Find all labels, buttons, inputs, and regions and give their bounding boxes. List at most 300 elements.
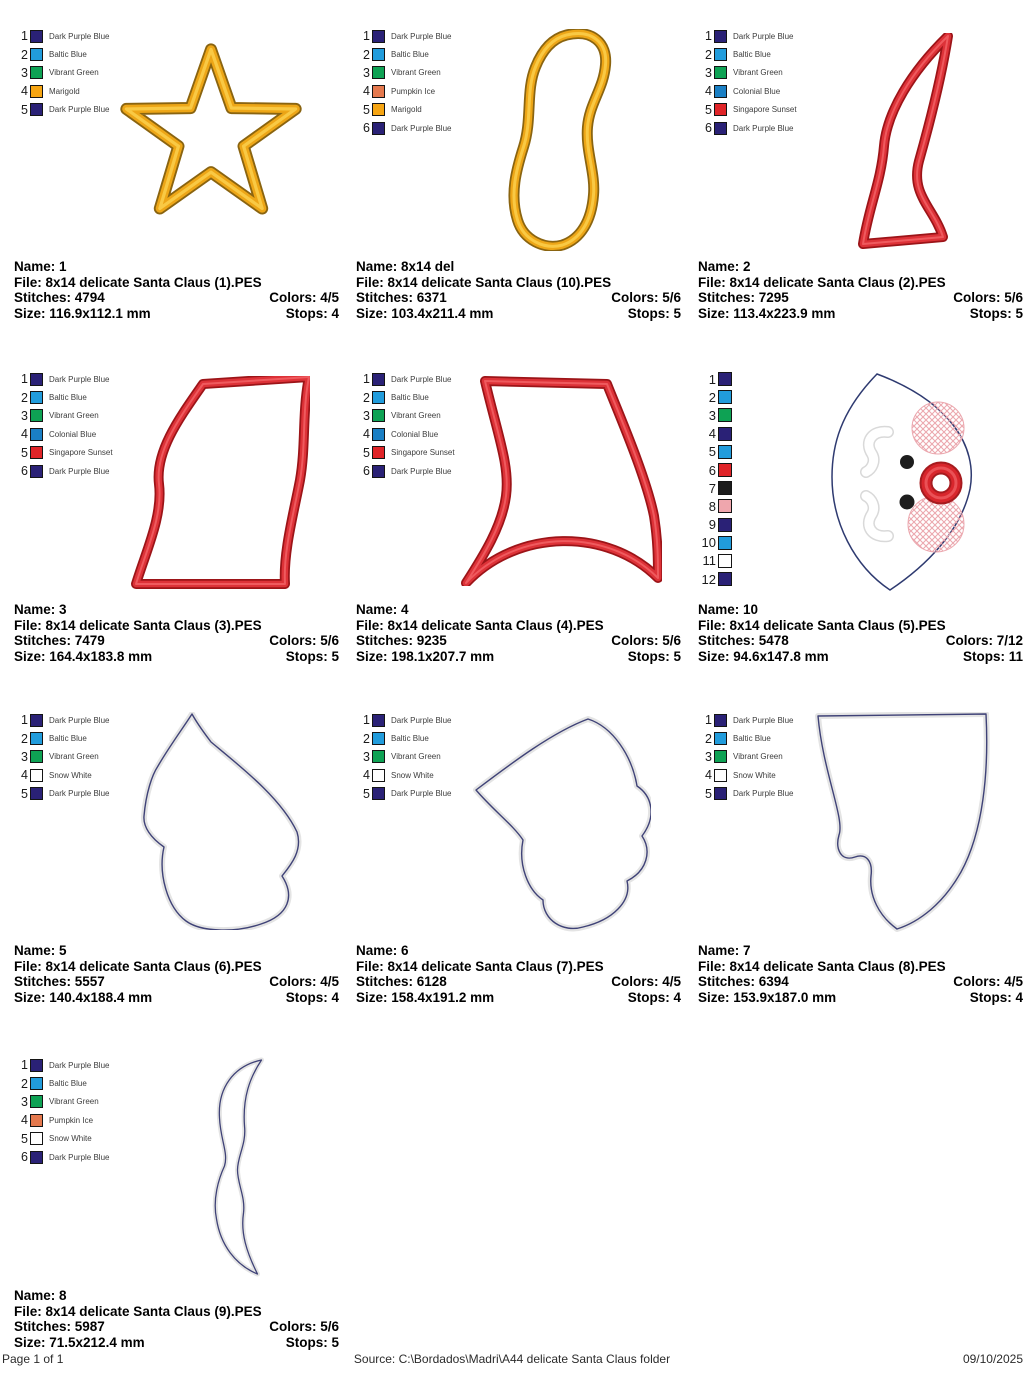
- design-size: Size: 164.4x183.8 mm: [14, 648, 153, 664]
- design-info: [698, 943, 1023, 1005]
- legend-color-name: Dark Purple Blue: [733, 123, 794, 133]
- legend-item: [698, 425, 732, 443]
- legend-color-swatch: [718, 518, 732, 532]
- design-stitches: Stitches: 7295: [698, 290, 789, 306]
- design-stops: Stops: 4: [285, 305, 339, 321]
- legend-color-swatch: [718, 463, 732, 477]
- legend-color-name: Dark Purple Blue: [391, 31, 452, 41]
- design-info: [356, 602, 681, 664]
- legend-color-name: Dark Purple Blue: [733, 715, 794, 725]
- legend-number: 3: [21, 749, 28, 764]
- bean-design-preview: [504, 29, 618, 251]
- design-card-7: [14, 711, 339, 1031]
- legend-number: 6: [21, 464, 28, 479]
- legend-item: [698, 27, 797, 45]
- legend-item: [14, 27, 109, 45]
- comma-design-preview: [812, 712, 990, 932]
- legend-item: [698, 729, 793, 747]
- legend-color-name: Dark Purple Blue: [49, 374, 110, 384]
- legend-color-swatch: [30, 48, 43, 61]
- cloud-design-preview: [473, 716, 651, 932]
- design-stitches: Stitches: 6128: [356, 974, 447, 990]
- legend-color-name: Snow White: [391, 770, 434, 780]
- legend-item: [356, 101, 451, 119]
- legend-color-name: Pumpkin Ice: [49, 1115, 94, 1125]
- legend-number: 1: [21, 29, 28, 44]
- legend-color-swatch: [30, 446, 43, 459]
- legend-number: 2: [21, 1076, 28, 1091]
- legend-color-swatch: [30, 373, 43, 386]
- legend-number: 3: [363, 65, 370, 80]
- design-colors: Colors: 4/5: [953, 974, 1023, 990]
- design-name: Name: 7: [698, 943, 751, 958]
- legend-item: [698, 766, 793, 784]
- legend-color-swatch: [714, 122, 727, 135]
- legend-item: [14, 748, 109, 766]
- legend-item: [698, 406, 732, 424]
- legend-item: [14, 1130, 109, 1148]
- legend-item: [356, 82, 451, 100]
- legend-number: 5: [705, 102, 712, 117]
- legend-number: 4: [363, 84, 370, 99]
- legend-number: 2: [708, 389, 716, 405]
- cheek-top: [912, 402, 964, 454]
- print-date: 09/10/2025: [962, 1352, 1023, 1366]
- legend-item: [698, 82, 797, 100]
- legend-color-name: Colonial Blue: [391, 429, 439, 439]
- design-size: Size: 153.9x187.0 mm: [698, 989, 837, 1005]
- legend-number: 2: [363, 731, 370, 746]
- design-stops: Stops: 5: [969, 305, 1023, 321]
- design-size: Size: 158.4x191.2 mm: [356, 989, 495, 1005]
- legend-color-name: Vibrant Green: [391, 68, 441, 78]
- legend-color-name: Dark Purple Blue: [49, 715, 110, 725]
- design-stitches: Stitches: 5987: [14, 1319, 105, 1335]
- legend-color-name: Marigold: [49, 86, 80, 96]
- design-file: File: 8x14 delicate Santa Claus (5).PES: [698, 617, 946, 633]
- legend-color-name: Baltic Blue: [391, 393, 429, 403]
- legend-item: [698, 748, 793, 766]
- legend-color-swatch: [372, 103, 385, 116]
- legend-color-swatch: [372, 409, 385, 422]
- eye-bottom: [900, 495, 915, 510]
- legend-item: [356, 388, 455, 406]
- design-file: File: 8x14 delicate Santa Claus (3).PES: [14, 617, 262, 633]
- legend-number: 1: [21, 713, 28, 728]
- legend-color-name: Dark Purple Blue: [49, 105, 110, 115]
- legend-color-name: Vibrant Green: [49, 411, 99, 421]
- design-stops: Stops: 5: [285, 648, 339, 664]
- legend-number: 4: [21, 427, 28, 442]
- legend-item: [698, 516, 732, 534]
- legend-number: 4: [21, 768, 28, 783]
- design-size: Size: 94.6x147.8 mm: [698, 648, 829, 664]
- legend-item: [14, 444, 113, 462]
- design-file: File: 8x14 delicate Santa Claus (7).PES: [356, 958, 604, 974]
- design-info: [698, 259, 1023, 321]
- legend-item: [356, 27, 451, 45]
- legend-color-swatch: [30, 1059, 43, 1072]
- design-card-2: [356, 27, 681, 347]
- legend-color-name: Vibrant Green: [733, 752, 783, 762]
- legend-color-name: Dark Purple Blue: [49, 789, 110, 799]
- legend-color-name: Marigold: [391, 105, 422, 115]
- legend-item: [698, 119, 797, 137]
- legend-item: [698, 101, 797, 119]
- legend-color-swatch: [372, 66, 385, 79]
- legend-number: 10: [701, 535, 716, 551]
- design-colors: Colors: 5/6: [269, 1319, 339, 1335]
- legend-number: 3: [705, 749, 712, 764]
- legend-number: 2: [705, 47, 712, 62]
- sail-design-preview: [458, 376, 662, 586]
- legend-color-swatch: [718, 572, 732, 586]
- legend-color-name: Dark Purple Blue: [391, 466, 452, 476]
- design-stitches: Stitches: 9235: [356, 633, 447, 649]
- legend-number: 5: [21, 786, 28, 801]
- legend-color-swatch: [30, 750, 43, 763]
- thread-color-legend: [14, 1056, 109, 1166]
- legend-item: [698, 479, 732, 497]
- design-file: File: 8x14 delicate Santa Claus (1).PES: [14, 274, 262, 290]
- legend-number: 6: [705, 121, 712, 136]
- legend-item: [14, 101, 109, 119]
- legend-color-name: Pumpkin Ice: [391, 86, 436, 96]
- legend-color-swatch: [718, 536, 732, 550]
- legend-color-name: Vibrant Green: [733, 68, 783, 78]
- thread-color-legend: [698, 370, 732, 588]
- legend-item: [14, 711, 109, 729]
- design-name: Name: 4: [356, 602, 409, 617]
- legend-color-swatch: [714, 787, 727, 800]
- thread-color-legend: [698, 27, 797, 137]
- legend-item: [356, 711, 451, 729]
- design-info: [14, 259, 339, 321]
- legend-item: [698, 552, 732, 570]
- legend-color-swatch: [372, 787, 385, 800]
- legend-number: 4: [363, 768, 370, 783]
- thread-color-legend: [356, 27, 451, 137]
- legend-item: [14, 370, 113, 388]
- legend-color-name: Dark Purple Blue: [49, 1060, 110, 1070]
- legend-item: [14, 1056, 109, 1074]
- legend-item: [356, 64, 451, 82]
- legend-number: 3: [21, 65, 28, 80]
- legend-number: 3: [363, 749, 370, 764]
- legend-color-swatch: [30, 465, 43, 478]
- legend-color-swatch: [372, 714, 385, 727]
- panel-design-preview: [125, 376, 310, 590]
- legend-item: [14, 766, 109, 784]
- legend-color-swatch: [372, 30, 385, 43]
- legend-item: [14, 1093, 109, 1111]
- legend-number: 4: [705, 84, 712, 99]
- legend-number: 1: [363, 713, 370, 728]
- design-card-1: [14, 27, 339, 347]
- design-card-10: [14, 1056, 339, 1376]
- legend-color-swatch: [30, 66, 43, 79]
- star-design-preview: [118, 33, 304, 237]
- design-info: [698, 602, 1023, 664]
- design-colors: Colors: 4/5: [611, 974, 681, 990]
- legend-color-name: Dark Purple Blue: [391, 715, 452, 725]
- legend-item: [14, 1111, 109, 1129]
- legend-item: [698, 785, 793, 803]
- legend-color-swatch: [372, 391, 385, 404]
- legend-color-swatch: [714, 30, 727, 43]
- page-number: Page 1 of 1: [2, 1352, 64, 1366]
- design-size: Size: 116.9x112.1 mm: [14, 305, 151, 321]
- design-card-9: [698, 711, 1023, 1031]
- legend-number: 1: [363, 29, 370, 44]
- design-stops: Stops: 5: [285, 1334, 339, 1350]
- legend-number: 3: [21, 1094, 28, 1109]
- legend-color-name: Singapore Sunset: [391, 448, 455, 458]
- mustache-design-preview: [184, 1057, 270, 1277]
- legend-item: [698, 45, 797, 63]
- legend-item: [14, 388, 113, 406]
- legend-item: [14, 64, 109, 82]
- design-info: [14, 602, 339, 664]
- legend-item: [356, 370, 455, 388]
- legend-number: 4: [705, 768, 712, 783]
- legend-item: [14, 729, 109, 747]
- design-colors: Colors: 4/5: [269, 974, 339, 990]
- design-name: Name: 2: [698, 259, 751, 274]
- legend-number: 6: [363, 464, 370, 479]
- legend-color-swatch: [718, 408, 732, 422]
- legend-color-swatch: [30, 1095, 43, 1108]
- legend-number: 2: [21, 47, 28, 62]
- legend-color-name: Baltic Blue: [391, 50, 429, 60]
- legend-color-name: Dark Purple Blue: [49, 31, 110, 41]
- santa-face-design-preview: [830, 372, 976, 592]
- legend-color-name: Snow White: [49, 1134, 92, 1144]
- legend-item: [698, 64, 797, 82]
- legend-color-swatch: [372, 122, 385, 135]
- legend-number: 5: [21, 1131, 28, 1146]
- legend-color-name: Dark Purple Blue: [733, 789, 794, 799]
- legend-color-name: Vibrant Green: [49, 68, 99, 78]
- legend-number: 3: [21, 408, 28, 423]
- legend-number: 7: [708, 480, 716, 496]
- design-stitches: Stitches: 6394: [698, 974, 789, 990]
- legend-item: [356, 766, 451, 784]
- design-stitches: Stitches: 6371: [356, 290, 447, 306]
- legend-number: 3: [363, 408, 370, 423]
- design-stitches: Stitches: 4794: [14, 290, 105, 306]
- legend-number: 5: [708, 444, 716, 460]
- legend-color-name: Dark Purple Blue: [391, 789, 452, 799]
- legend-color-name: Singapore Sunset: [49, 448, 113, 458]
- legend-number: 1: [708, 371, 716, 387]
- legend-number: 5: [363, 445, 370, 460]
- legend-color-name: Baltic Blue: [49, 393, 87, 403]
- legend-number: 4: [21, 1113, 28, 1128]
- design-info: [14, 1288, 339, 1350]
- design-name: Name: 3: [14, 602, 67, 617]
- legend-color-swatch: [372, 750, 385, 763]
- legend-item: [14, 1148, 109, 1166]
- legend-number: 6: [708, 462, 716, 478]
- legend-color-swatch: [30, 409, 43, 422]
- legend-color-name: Snow White: [733, 770, 776, 780]
- legend-color-swatch: [714, 750, 727, 763]
- legend-item: [698, 534, 732, 552]
- legend-color-name: Dark Purple Blue: [391, 374, 452, 384]
- legend-color-swatch: [372, 373, 385, 386]
- design-card-4: [14, 370, 339, 690]
- design-info: [356, 259, 681, 321]
- legend-item: [14, 785, 109, 803]
- legend-color-name: Baltic Blue: [49, 50, 87, 60]
- legend-number: 5: [21, 102, 28, 117]
- legend-number: 2: [363, 47, 370, 62]
- hat-tip-design-preview: [848, 33, 960, 253]
- legend-color-name: Singapore Sunset: [733, 105, 797, 115]
- design-colors: Colors: 5/6: [611, 633, 681, 649]
- legend-number: 1: [363, 372, 370, 387]
- legend-color-swatch: [372, 732, 385, 745]
- legend-color-swatch: [30, 769, 43, 782]
- legend-color-swatch: [30, 714, 43, 727]
- legend-item: [698, 370, 732, 388]
- design-stops: Stops: 4: [627, 989, 681, 1005]
- legend-number: 4: [21, 84, 28, 99]
- legend-color-name: Snow White: [49, 770, 92, 780]
- legend-color-swatch: [30, 1077, 43, 1090]
- legend-color-swatch: [718, 481, 732, 495]
- legend-color-name: Baltic Blue: [391, 734, 429, 744]
- design-colors: Colors: 5/6: [269, 633, 339, 649]
- design-name: Name: 8: [14, 1288, 67, 1303]
- legend-color-name: Dark Purple Blue: [733, 31, 794, 41]
- legend-color-swatch: [30, 30, 43, 43]
- design-stitches: Stitches: 7479: [14, 633, 105, 649]
- design-stops: Stops: 5: [627, 305, 681, 321]
- legend-item: [356, 407, 455, 425]
- legend-color-swatch: [718, 372, 732, 386]
- thread-color-legend: [356, 711, 451, 803]
- design-name: Name: 1: [14, 259, 67, 274]
- design-size: Size: 71.5x212.4 mm: [14, 1334, 145, 1350]
- legend-color-swatch: [30, 103, 43, 116]
- legend-color-name: Dark Purple Blue: [391, 123, 452, 133]
- legend-item: [356, 785, 451, 803]
- design-colors: Colors: 4/5: [269, 290, 339, 306]
- design-size: Size: 198.1x207.7 mm: [356, 648, 495, 664]
- legend-item: [356, 462, 455, 480]
- legend-color-name: Colonial Blue: [49, 429, 97, 439]
- design-card-3: [698, 27, 1023, 347]
- thread-color-legend: [356, 370, 455, 480]
- thread-color-legend: [698, 711, 793, 803]
- legend-item: [698, 443, 732, 461]
- legend-color-swatch: [718, 554, 732, 568]
- legend-number: 5: [21, 445, 28, 460]
- design-colors: Colors: 5/6: [953, 290, 1023, 306]
- design-stops: Stops: 11: [962, 648, 1023, 664]
- legend-color-swatch: [372, 85, 385, 98]
- design-stitches: Stitches: 5478: [698, 633, 789, 649]
- legend-color-name: Baltic Blue: [733, 50, 771, 60]
- legend-color-name: Vibrant Green: [49, 752, 99, 762]
- design-stitches: Stitches: 5557: [14, 974, 105, 990]
- legend-color-swatch: [372, 428, 385, 441]
- legend-item: [14, 1074, 109, 1092]
- design-colors: Colors: 5/6: [611, 290, 681, 306]
- legend-color-swatch: [30, 1132, 43, 1145]
- design-card-5: [356, 370, 681, 690]
- design-size: Size: 103.4x211.4 mm: [356, 305, 494, 321]
- legend-color-name: Colonial Blue: [733, 86, 781, 96]
- legend-item: [356, 444, 455, 462]
- legend-color-swatch: [714, 85, 727, 98]
- legend-number: 11: [702, 553, 716, 569]
- design-name: Name: 5: [14, 943, 67, 958]
- design-file: File: 8x14 delicate Santa Claus (4).PES: [356, 617, 604, 633]
- legend-item: [14, 425, 113, 443]
- design-size: Size: 113.4x223.9 mm: [698, 305, 836, 321]
- legend-color-name: Baltic Blue: [49, 1079, 87, 1089]
- design-info: [356, 943, 681, 1005]
- legend-color-name: Vibrant Green: [391, 411, 441, 421]
- design-card-6: [698, 370, 1023, 690]
- legend-item: [356, 748, 451, 766]
- page-footer: [0, 1352, 1024, 1368]
- design-file: File: 8x14 delicate Santa Claus (8).PES: [698, 958, 946, 974]
- legend-color-name: Dark Purple Blue: [49, 1152, 110, 1162]
- legend-item: [698, 711, 793, 729]
- legend-item: [698, 461, 732, 479]
- design-name: Name: 10: [698, 602, 759, 617]
- legend-color-name: Dark Purple Blue: [49, 466, 110, 476]
- design-info: [14, 943, 339, 1005]
- design-file: File: 8x14 delicate Santa Claus (10).PES: [356, 274, 612, 290]
- legend-number: 6: [363, 121, 370, 136]
- cheek-bottom: [908, 496, 964, 552]
- design-file: File: 8x14 delicate Santa Claus (2).PES: [698, 274, 946, 290]
- legend-color-swatch: [372, 48, 385, 61]
- legend-color-name: Vibrant Green: [391, 752, 441, 762]
- legend-color-name: Vibrant Green: [49, 1097, 99, 1107]
- legend-color-swatch: [30, 732, 43, 745]
- legend-color-name: Baltic Blue: [733, 734, 771, 744]
- legend-color-swatch: [714, 66, 727, 79]
- legend-number: 5: [363, 786, 370, 801]
- legend-item: [14, 462, 113, 480]
- legend-item: [698, 388, 732, 406]
- legend-color-swatch: [718, 445, 732, 459]
- legend-number: 1: [21, 372, 28, 387]
- thread-color-legend: [14, 370, 113, 480]
- design-card-8: [356, 711, 681, 1031]
- legend-number: 1: [705, 29, 712, 44]
- beard-blob-design-preview: [140, 712, 310, 930]
- legend-item: [14, 82, 109, 100]
- design-file: File: 8x14 delicate Santa Claus (6).PES: [14, 958, 262, 974]
- legend-color-swatch: [718, 427, 732, 441]
- legend-color-swatch: [714, 48, 727, 61]
- legend-color-swatch: [30, 1151, 43, 1164]
- legend-color-swatch: [718, 499, 732, 513]
- legend-item: [356, 45, 451, 63]
- thread-color-legend: [14, 27, 109, 119]
- design-name: Name: 6: [356, 943, 409, 958]
- legend-number: 6: [21, 1150, 28, 1165]
- legend-item: [698, 570, 732, 588]
- legend-number: 9: [708, 517, 716, 533]
